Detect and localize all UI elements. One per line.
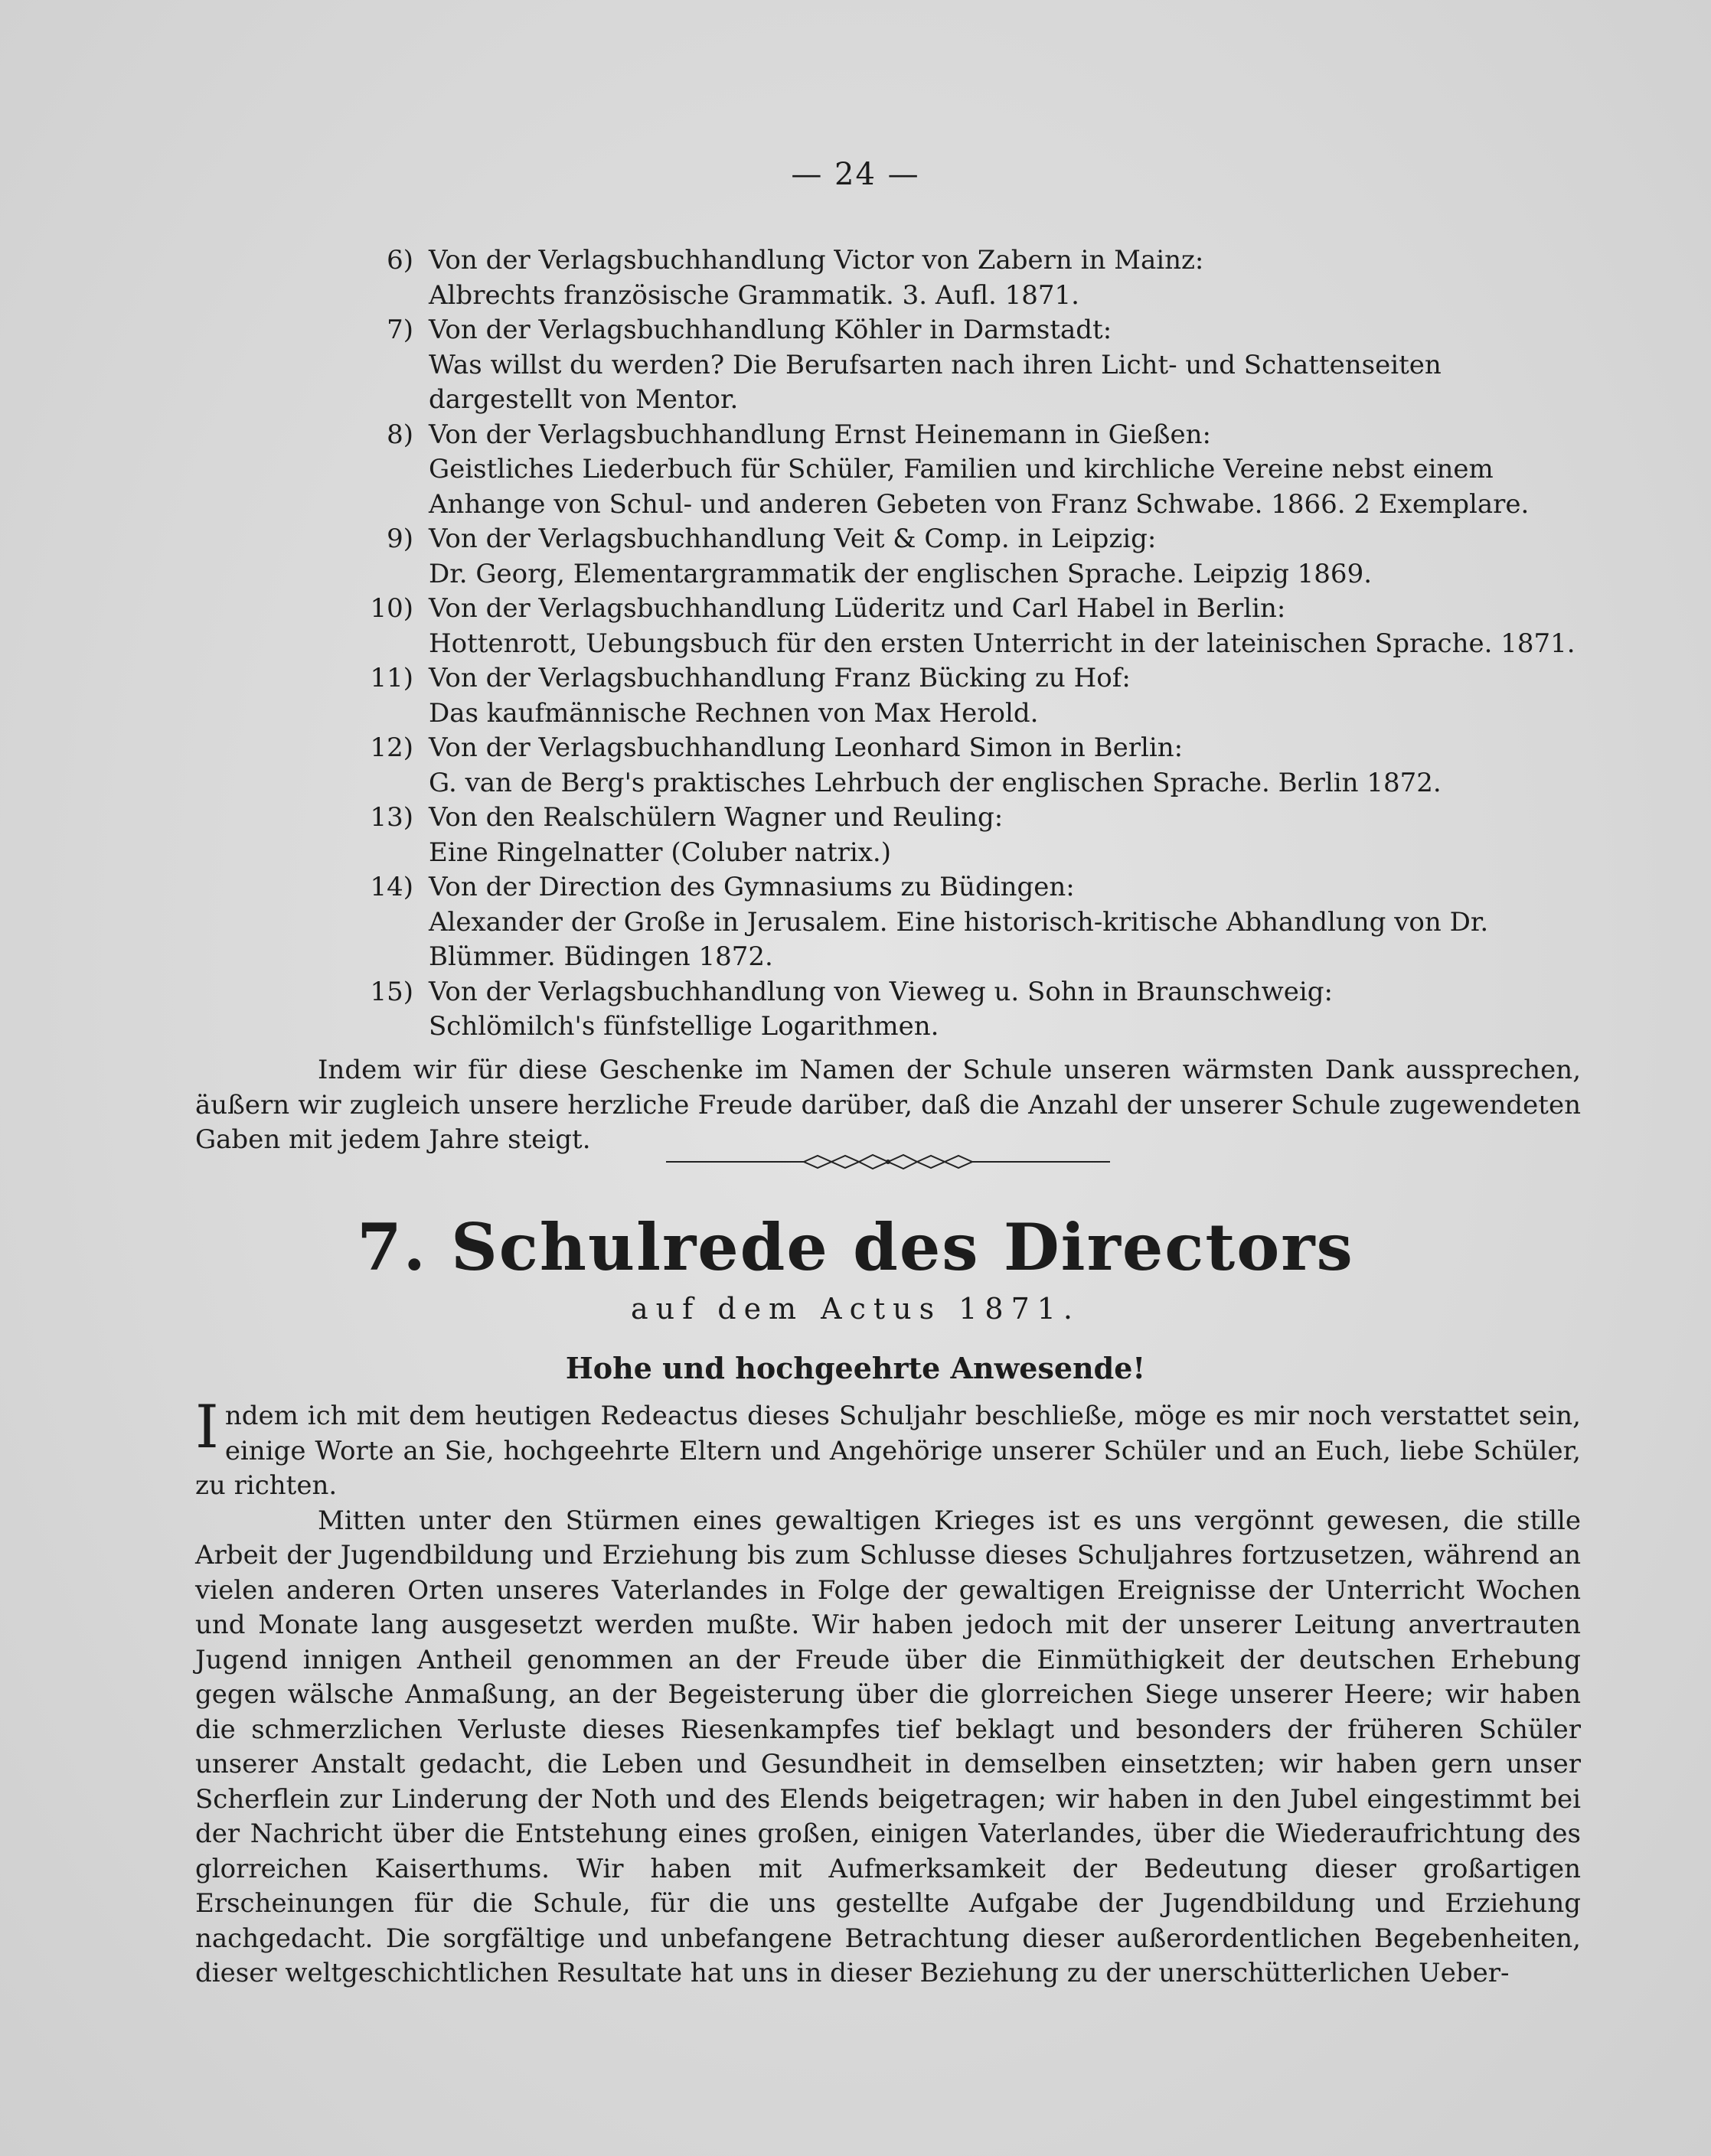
item-heading: Von der Verlagsbuchhandlung Lüderitz und Carl Habel in Berlin: — [429, 593, 1286, 624]
item-detail: Was willst du werden? Die Berufsarten nach ihren Licht- und Schattenseiten dargestellt von Mentor. — [429, 349, 1442, 415]
speech-paragraph: Indem ich mit dem heutigen Redeactus dieses Schuljahr beschließe, möge es mir noch verstattet sein, einige Worte an Sie, hochgeehrte Eltern und Angehörige unserer Schüler und an Euch, liebe Schüler, zu richten. — [195, 1393, 1581, 1501]
item-heading: Von der Direction des Gymnasiums zu Büdingen: — [429, 872, 1075, 902]
thanks-paragraph: Indem wir für diese Geschenke im Namen der Schule unseren wärmsten Dank aussprechen, äußern wir zugleich unsere herzliche Freude darüber, daß die Anzahl der unserer Schule zugewendeten Gaben mit jedem Jahre steigt. — [195, 1055, 1581, 1155]
donation-list — [337, 243, 1592, 1045]
item-number: 6) — [387, 245, 413, 276]
speech-body — [195, 1393, 1581, 1991]
item-detail: Schlömilch's fünfstellige Logarithmen. — [429, 1011, 939, 1042]
item-detail: Dr. Georg, Elementargrammatik der englischen Sprache. Leipzig 1869. — [429, 558, 1373, 589]
list-item — [337, 313, 1592, 418]
item-heading: Von der Verlagsbuchhandlung Köhler in Darmstadt: — [429, 315, 1112, 345]
ornament-divider — [666, 1152, 1110, 1172]
list-item — [337, 418, 1592, 523]
item-number: 12) — [370, 732, 413, 763]
speech-paragraph: Mitten unter den Stürmen eines gewaltigen Krieges ist es uns vergönnt gewesen, die stille Arbeit der Jugendbildung und Erziehung bis zum Schlusse dieses Schuljahres fortzusetzen, während an vielen anderen Orten unseres Vaterlandes in Folge der gewaltigen Ereignisse der Unterricht Wochen und Monate lang ausgesetzt werden mußte. Wir haben jedoch mit der unserer Leitung anvertrauten Jugend innigen Antheil genommen an der Freude über die Einmüthigkeit der deutschen Erhebung gegen wälsche Anmaßung, an der Begeisterung über die glorreichen Siege unserer Heere; wir haben die schmerzlichen Verluste dieses Riesenkampfes tief beklagt und besonders der früheren Schüler unserer Anstalt gedacht, die Leben und Gesundheit in demselben einsetzten; wir haben gern unser Scherflein zur Linderung der Noth und des Elends beigetragen; wir haben in den Jubel eingestimmt bei der Nachricht über die Entstehung eines großen, einigen Vaterlandes, über die Wiederaufrichtung des glorreichen Kaiserthums. Wir haben mit Aufmerksamkeit der Bedeutung dieser großartigen Erscheinungen für die Schule, für die uns gestellte Aufgabe der Jugendbildung und Erziehung nachgedacht. Die sorgfältige und unbefangene Betrachtung dieser außerordentlichen Begebenheiten, dieser weltgeschichtlichen Resultate hat uns in dieser Beziehung zu der unerschütterlichen Ueber- — [195, 1505, 1581, 1988]
section-title: 7. Schulrede des Directors — [357, 1209, 1354, 1285]
list-item — [337, 592, 1592, 661]
list-item — [337, 243, 1592, 313]
list-item — [337, 975, 1592, 1045]
item-detail: G. van de Berg's praktisches Lehrbuch der englischen Sprache. Berlin 1872. — [429, 767, 1442, 798]
item-detail: Eine Ringelnatter (Coluber natrix.) — [429, 837, 891, 868]
section-subtitle: auf dem Actus 1871. — [630, 1292, 1081, 1326]
item-heading: Von der Verlagsbuchhandlung Leonhard Simon in Berlin: — [429, 732, 1184, 763]
item-number: 11) — [370, 663, 413, 693]
item-number: 8) — [387, 419, 413, 450]
item-detail: Albrechts französische Grammatik. 3. Aufl. 1871. — [429, 279, 1079, 311]
item-heading: Von der Verlagsbuchhandlung von Vieweg u. Sohn in Braunschweig: — [429, 976, 1333, 1007]
salutation: Hohe und hochgeehrte Anwesende! — [565, 1351, 1146, 1385]
list-item — [337, 522, 1592, 592]
item-heading: Von der Verlagsbuchhandlung Ernst Heinemann in Gießen: — [429, 419, 1211, 450]
item-detail: Geistliches Liederbuch für Schüler, Familien und kirchliche Vereine nebst einem Anhange von Schul- und anderen Gebeten von Franz Schwabe. 1866. 2 Exemplare. — [429, 454, 1530, 520]
list-item — [337, 731, 1592, 801]
item-number: 15) — [370, 976, 413, 1007]
page-number: — 24 — — [791, 157, 920, 192]
item-detail: Hottenrott, Uebungsbuch für den ersten Unterricht in der lateinischen Sprache. 1871. — [429, 628, 1575, 659]
item-number: 14) — [370, 872, 413, 902]
list-item — [337, 661, 1592, 731]
item-detail: Das kaufmännische Rechnen von Max Herold. — [429, 697, 1039, 729]
item-number: 7) — [387, 315, 413, 345]
item-detail: Alexander der Große in Jerusalem. Eine historisch-kritische Abhandlung von Dr. Blümmer. Büdingen 1872. — [429, 906, 1489, 972]
item-number: 13) — [370, 802, 413, 833]
list-item — [337, 801, 1592, 870]
item-heading: Von den Realschülern Wagner und Reuling: — [429, 802, 1004, 833]
item-heading: Von der Verlagsbuchhandlung Franz Bücking zu Hof: — [429, 663, 1131, 693]
item-number: 10) — [370, 593, 413, 624]
item-heading: Von der Verlagsbuchhandlung Victor von Zabern in Mainz: — [429, 245, 1204, 276]
item-number: 9) — [387, 524, 413, 554]
list-item — [337, 870, 1592, 975]
item-heading: Von der Verlagsbuchhandlung Veit & Comp. in Leipzig: — [429, 524, 1157, 554]
